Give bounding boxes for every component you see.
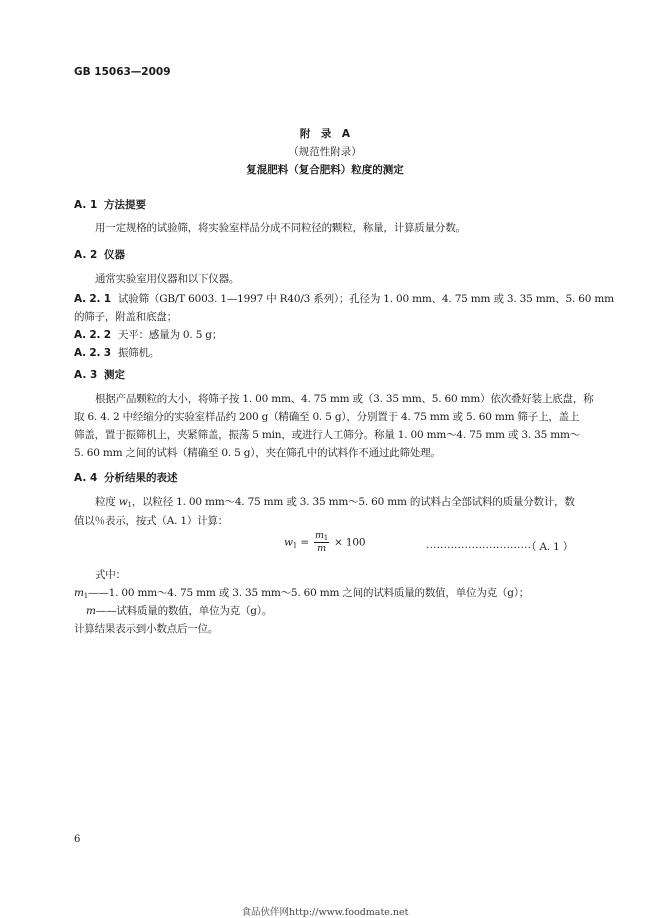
list-item-a21-cont: 的筛子，附盖和底盘； [74, 311, 177, 323]
definition-m1 [74, 585, 529, 600]
section-a1-text: 用一定规格的试验筛，将实验室样品分成不同粒径的颗粒，称量，计算质量分数。 [95, 222, 466, 234]
section-a3-line4: 5. 60 mm 之间的试料（精确至 0. 5 g），夹在筛孔中的试料作不通过此筛处理。 [74, 447, 441, 459]
section-a3-line2: 取 6. 4. 2 中经缩分的实验室样品约 200 g（精确至 0. 5 g），分别置于 4. 75 mm 或 5. 60 mm 筛子上，盖上 [74, 411, 580, 423]
list-item-a23 [74, 345, 159, 360]
section-a1-heading [74, 197, 146, 212]
annex-title: 复混肥料（复合肥料）粒度的测定 [246, 164, 404, 176]
def-symbol: m [74, 587, 84, 599]
page-number: 6 [74, 834, 81, 845]
formula [284, 530, 365, 555]
definition-m [86, 603, 272, 618]
section-title: 测定 [104, 369, 125, 381]
fraction-denominator: m [317, 543, 326, 554]
section-a3-heading [74, 367, 125, 382]
rounding-note: 计算结果表示到小数点后一位。 [74, 623, 219, 635]
section-title: 仪器 [104, 249, 125, 261]
list-item-a22 [74, 327, 222, 342]
numerator-symbol: m [314, 530, 324, 541]
formula-lhs: w [284, 536, 293, 549]
item-number: A. 2. 3 [74, 347, 111, 359]
item-text: 试验筛（GB/T 6003. 1—1997 中 R40/3 系列）；孔径为 1. 00 mm、4. 75 mm 或 3. 35 mm、5. 60 mm [118, 293, 614, 305]
def-text: ——1. 00 mm～4. 75 mm 或 3. 35 mm～5. 60 mm 之间的试料质量的数值，单位为克（g）； [88, 587, 530, 599]
section-a4-line1 [95, 494, 575, 509]
standard-id: GB 15063—2009 [74, 66, 171, 78]
section-a2-heading [74, 247, 125, 262]
section-number: A. 3 [74, 369, 98, 381]
list-item-a21 [74, 291, 614, 306]
symbol-subscript: 1 [127, 501, 132, 509]
formula-equals: = [300, 536, 309, 549]
formula-fraction [314, 530, 329, 555]
formula-reference: （ A. 1 ） [526, 541, 574, 553]
numerator-sub: 1 [323, 534, 329, 542]
annex-type: （规范性附录） [288, 146, 362, 158]
formula-lhs-sub: 1 [292, 541, 298, 550]
section-a2-intro: 通常实验室用仪器和以下仪器。 [95, 273, 240, 285]
section-number: A. 4 [74, 472, 98, 484]
section-a4-heading [74, 470, 178, 485]
line-text: ，以粒径 1. 00 mm～4. 75 mm 或 3. 35 mm～5. 60 mm 的试料占全部试料的质量分数计，数 [131, 496, 575, 508]
formula-leader: ………………………… [426, 539, 531, 551]
item-text: 振筛机。 [118, 347, 160, 359]
line-text: 粒度 [95, 496, 119, 508]
def-symbol: m [86, 605, 96, 617]
item-number: A. 2. 2 [74, 329, 111, 341]
formula-times: × 100 [334, 536, 366, 549]
section-number: A. 1 [74, 199, 98, 211]
fraction-numerator [314, 530, 329, 543]
section-a4-line2: 值以％表示，按式（A. 1）计算： [74, 515, 229, 527]
symbol-w: w [118, 496, 128, 508]
footer-watermark: 食品伙伴网http://www.foodmate.net [241, 907, 409, 918]
section-title: 分析结果的表述 [104, 472, 178, 484]
section-title: 方法提要 [104, 199, 146, 211]
item-number: A. 2. 1 [74, 293, 111, 305]
item-text: 天平：感量为 0. 5 g； [118, 329, 223, 341]
def-symbol-sub: 1 [83, 592, 89, 600]
def-text: ——试料质量的数值，单位为克（g）。 [95, 605, 273, 617]
annex-label: 附 录 A [299, 128, 351, 140]
section-a3-line3: 筛盖，置于振筛机上，夹紧筛盖，振荡 5 min，或进行人工筛分。称量 1. 00 mm～4. 75 mm 或 3. 35 mm～ [74, 429, 581, 441]
where-label: 式中： [95, 569, 126, 581]
section-number: A. 2 [74, 249, 98, 261]
section-a3-line1: 根据产品颗粒的大小，将筛子按 1. 00 mm、4. 75 mm 或（3. 35 mm、5. 60 mm）依次叠好装上底盘，称 [95, 393, 594, 405]
